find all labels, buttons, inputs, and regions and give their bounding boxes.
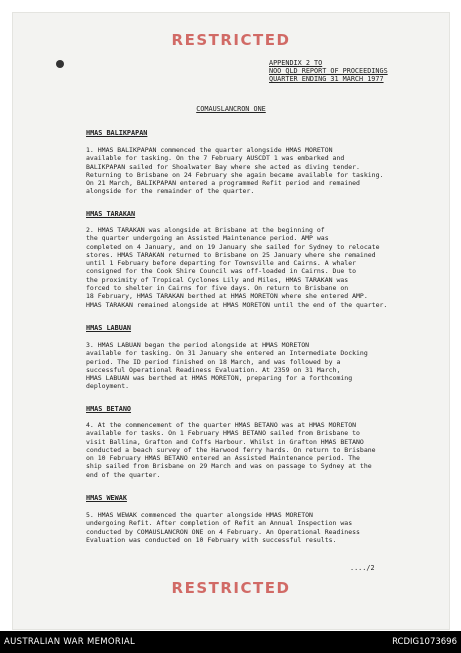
- paragraph-line: undergoing Refit. After completion of Refit an Annual Inspection was: [86, 519, 353, 528]
- paragraph-line: conducted a beach survey of the Harwood ferry hards. On return to Brisbane: [86, 445, 376, 454]
- paragraph-line: successful Operational Readiness Evaluation. At 2359 on 31 March,: [86, 365, 341, 374]
- paragraph-line: On 21 March, BALIKPAPAN entered a programmed Refit period and remained: [86, 179, 360, 188]
- paragraph-line: HMAS TARAKAN remained alongside at HMAS MORETON until the end of the quarter.: [86, 300, 388, 309]
- paragraph-line: available for tasking. On the 7 February AUSCDT 1 was embarked and: [86, 154, 345, 163]
- punch-hole: [56, 60, 64, 68]
- appendix-reference: [269, 59, 388, 83]
- paragraph-tarakan: [86, 226, 426, 309]
- paragraph-line: alongside for the remainder of the quarter.: [86, 187, 255, 196]
- paragraph-line: deployment.: [86, 382, 130, 391]
- heading-labuan: HMAS LABUAN: [86, 324, 132, 332]
- archive-footer: [0, 631, 461, 653]
- paragraph-line: 5. HMAS WEWAK commenced the quarter alongside HMAS MORETON: [86, 511, 313, 519]
- paragraph-line: 3. HMAS LABUAN began the period alongside at HMAS MORETON: [86, 341, 310, 349]
- paragraph-line: end of the quarter.: [86, 470, 161, 479]
- paragraph-line: on 10 February HMAS BETANO entered an Assisted Maintenance period. The: [86, 454, 360, 463]
- restricted-stamp-top: RESTRICTED: [171, 31, 291, 49]
- section-title: COMAUSLANCRON ONE: [196, 105, 266, 113]
- appendix-line: APPENDIX 2 TO: [269, 59, 323, 67]
- paragraph-line: HMAS LABUAN was berthed at HMAS MORETON, preparing for a forthcoming: [86, 374, 353, 383]
- paragraph-balikpapan: [86, 146, 426, 196]
- paragraph-line: conducted by COMAUSLANCRON ONE on 4 February. An Operational Readiness: [86, 527, 360, 536]
- paragraph-line: 2. HMAS TARAKAN was alongside at Brisbane at the beginning of: [86, 226, 325, 234]
- paragraph-line: Evaluation was conducted on 10 February with successful results.: [86, 535, 337, 544]
- paragraph-line: stores. HMAS TARAKAN returned to Brisbane on 25 January where she remained: [86, 250, 376, 259]
- paragraph-betano: [86, 421, 426, 479]
- appendix-line: NOO QLD REPORT OF PROCEEDINGS: [269, 67, 388, 75]
- paragraph-wewak: [86, 511, 426, 544]
- heading-wewak: HMAS WEWAK: [86, 494, 127, 502]
- paragraph-line: 18 February, HMAS TARAKAN berthed at HMAS MORETON where she entered AMP.: [86, 292, 368, 301]
- paragraph-line: the proximity of Tropical Cyclones Lily and Miles, HMAS TARAKAN was: [86, 275, 349, 284]
- appendix-line: QUARTER ENDING 31 MARCH 1977: [269, 75, 384, 83]
- footer-record-id: RCDIG1073696: [392, 637, 457, 647]
- paragraph-line: 1. HMAS BALIKPAPAN commenced the quarter alongside HMAS MORETON: [86, 146, 333, 154]
- paragraph-line: visit Ballina, Grafton and Coffs Harbour. Whilst in Grafton HMAS BETANO: [86, 437, 364, 446]
- paragraph-line: BALIKPAPAN sailed for Shoalwater Bay where she acted as diving tender.: [86, 162, 360, 171]
- paragraph-line: ship sailed from Brisbane on 29 March and was on passage to Sydney at the: [86, 462, 372, 471]
- heading-tarakan: HMAS TARAKAN: [86, 210, 136, 218]
- paragraph-line: 4. At the commencement of the quarter HMAS BETANO was at HMAS MORETON: [86, 421, 357, 429]
- paragraph-line: Returning to Brisbane on 24 February she again became available for tasking.: [86, 170, 384, 179]
- heading-balikpapan: HMAS BALIKPAPAN: [86, 129, 148, 137]
- paragraph-line: until 1 February before departing for Townsville and Cairns. A whaler: [86, 259, 357, 268]
- paragraph-line: completed on 4 January, and on 19 January she sailed for Sydney to relocate: [86, 242, 380, 251]
- paragraph-labuan: [86, 341, 426, 391]
- paragraph-line: the quarter undergoing an Assisted Maintenance period. AMP was: [86, 234, 329, 243]
- footer-institution: AUSTRALIAN WAR MEMORIAL: [4, 637, 136, 647]
- paragraph-line: forced to shelter in Cairns for five days. On return to Brisbane on: [86, 284, 349, 293]
- heading-betano: HMAS BETANO: [86, 405, 132, 413]
- paragraph-line: available for tasks. On 1 February HMAS BETANO sailed from Brisbane to: [86, 429, 360, 438]
- paragraph-line: period. The ID period finished on 18 March, and was followed by a: [86, 357, 341, 366]
- paragraph-line: consigned for the Cook Shire Council was off-loaded in Cairns. Due to: [86, 267, 357, 276]
- document-page: [12, 12, 450, 630]
- restricted-stamp-bottom: RESTRICTED: [171, 579, 291, 597]
- page-continuation: ..../2: [350, 564, 375, 572]
- paragraph-line: available for tasking. On 31 January she entered an Intermediate Docking: [86, 349, 368, 358]
